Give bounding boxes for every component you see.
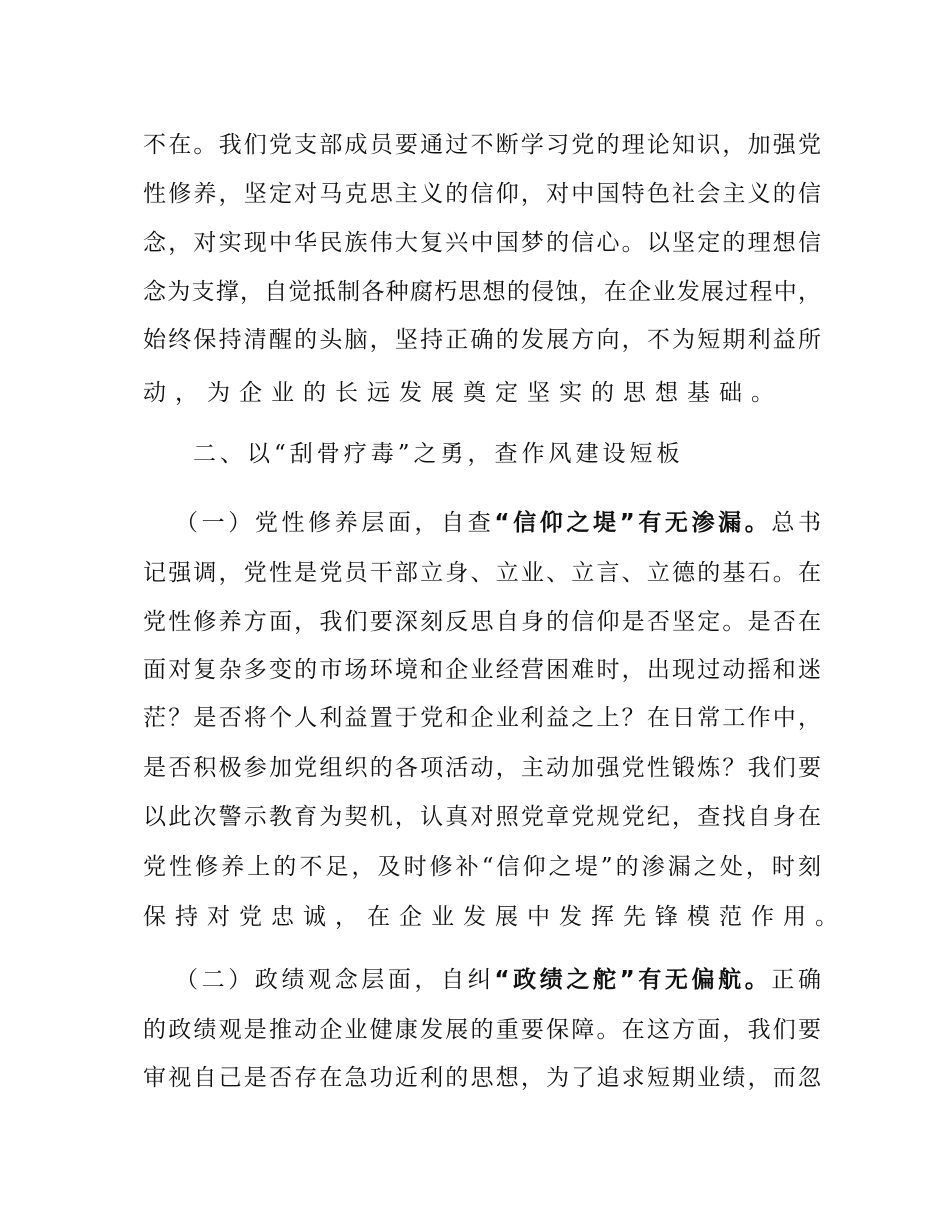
- text-line: 党性修养方面，我们要深刻反思自身的信仰是否坚定。是否在: [143, 609, 821, 635]
- text-line: 的政绩观是推动企业健康发展的重要保障。在这方面，我们要: [143, 1017, 821, 1043]
- text-line: [175, 956, 821, 1004]
- text-line: [175, 499, 821, 547]
- tail-text: 总书: [771, 510, 822, 536]
- text-line: 念为支撑，自觉抵制各种腐朽思想的侵蚀，在企业发展过程中，: [143, 279, 821, 305]
- text-line: 念，对实现中华民族伟大复兴中国梦的信心。以坚定的理想信: [143, 230, 821, 256]
- text-line: 保持对党忠诚，在企业发展中发挥先锋模范作用。: [143, 904, 847, 930]
- lead-text: （二）政绩观念层面，自纠: [175, 967, 495, 993]
- text-line: 面对复杂多变的市场环境和企业经营困难时，出现过动摇和迷: [143, 657, 821, 683]
- bold-subheading: “信仰之堤”有无渗漏。: [494, 510, 772, 536]
- text-line: 性修养，坚定对马克思主义的信仰，对中国特色社会主义的信: [143, 181, 821, 207]
- section-heading: 二、以“刮骨疗毒”之勇，查作风建设短板: [193, 441, 684, 467]
- bold-subheading: “政绩之舵”有无偏航。: [494, 967, 772, 993]
- text-line: 茫？是否将个人利益置于党和企业利益之上？在日常工作中，: [143, 705, 821, 731]
- text-line: 党性修养上的不足，及时修补“信仰之堤”的渗漏之处，时刻: [143, 854, 821, 880]
- text-line: 是否积极参加党组织的各项活动，主动加强党性锻炼？我们要: [143, 755, 821, 781]
- lead-text: （一）党性修养层面，自查: [175, 510, 495, 536]
- text-line: 始终保持清醒的头脑，坚持正确的发展方向，不为短期利益所: [143, 327, 821, 353]
- text-line: 动，为企业的长远发展奠定坚实的思想基础。: [143, 380, 783, 406]
- text-line: 审视自己是否存在急功近利的思想，为了追求短期业绩，而忽: [143, 1065, 821, 1091]
- text-line: 不在。我们党支部成员要通过不断学习党的理论知识，加强党: [143, 132, 821, 158]
- tail-text: 正确: [771, 967, 822, 993]
- text-line: 记强调，党性是党员干部立身、立业、立言、立德的基石。在: [143, 560, 821, 586]
- text-line: 以此次警示教育为契机，认真对照党章党规党纪，查找自身在: [143, 804, 821, 830]
